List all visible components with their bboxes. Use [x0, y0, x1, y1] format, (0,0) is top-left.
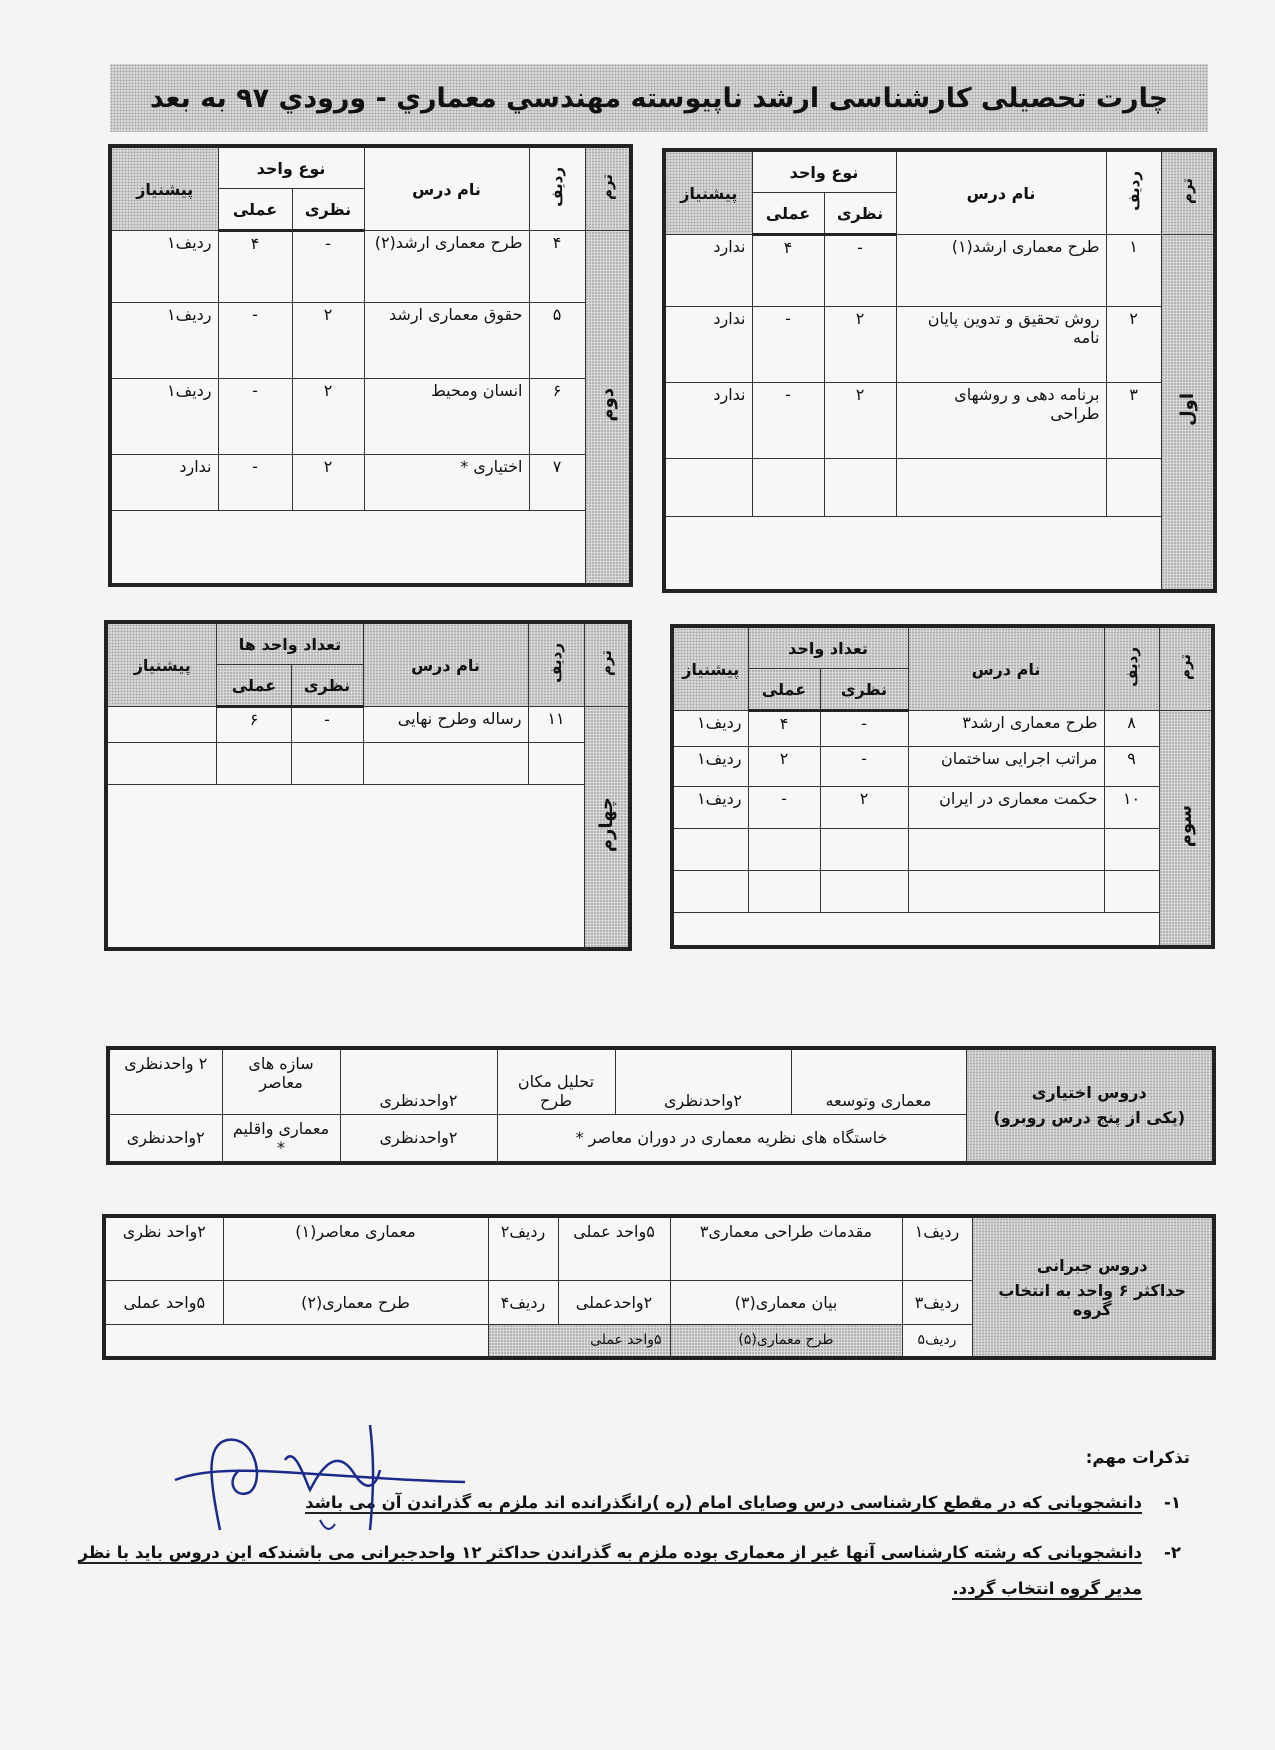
prereq: ردیف۱: [110, 379, 218, 455]
table-row: [672, 829, 1213, 871]
elective-units: ۲واحدنظری: [340, 1114, 497, 1163]
practical-header: عملی: [748, 669, 820, 711]
row-number: ۸: [1104, 711, 1159, 747]
row-number: ۹: [1104, 747, 1159, 787]
compensatory-course: معماری معاصر(۱): [223, 1216, 488, 1280]
course-name: رساله وطرح نهایی: [363, 707, 528, 743]
table-row: [110, 511, 631, 585]
table-row: [672, 711, 1213, 747]
theory-units: ۲: [824, 307, 896, 383]
course-name: حکمت معماری در ایران: [908, 787, 1104, 829]
row-header: ردیف: [1104, 626, 1159, 711]
course-name: حقوق معماری ارشد: [364, 303, 529, 379]
course-name: برنامه دهی و روشهای طراحی: [896, 383, 1106, 459]
table-row: [110, 455, 631, 511]
elective-name: تحلیل مکان طرح: [497, 1048, 615, 1114]
row-number: ۱۰: [1104, 787, 1159, 829]
practical-units: -: [752, 383, 824, 459]
elective-name: خاستگاه های نظریه معماری در دوران معاصر *: [497, 1114, 966, 1163]
course-name-header: نام درس: [364, 146, 529, 231]
semester-4-table: [104, 620, 632, 951]
practical-units: ۶: [217, 707, 291, 743]
table-row: [672, 787, 1213, 829]
practical-header: عملی: [752, 193, 824, 235]
prereq: ردیف۱: [672, 711, 748, 747]
term-header: ترم: [584, 622, 630, 707]
table-row: [106, 743, 630, 785]
course-name-header: نام درس: [363, 622, 528, 707]
table-row: [664, 517, 1215, 591]
compensatory-units: ۵واحد عملی: [558, 1216, 670, 1280]
table-row: [672, 871, 1213, 913]
theory-header: نظری: [291, 665, 363, 707]
prereq: ندارد: [664, 383, 752, 459]
elective-name: معماری وتوسعه: [791, 1048, 966, 1114]
prereq-header: پیشنیاز: [106, 622, 217, 707]
theory-units: ۲: [824, 383, 896, 459]
term-label: اول: [1161, 235, 1215, 591]
table-row: [106, 785, 630, 949]
row-header: ردیف: [528, 622, 584, 707]
compensatory-row-ref: ردیف۵: [902, 1324, 972, 1358]
row-number: ۳: [1106, 383, 1161, 459]
table-row: [664, 235, 1215, 307]
prereq-header: پیشنیاز: [672, 626, 748, 711]
theory-header: نظری: [820, 669, 908, 711]
elective-units: ۲واحدنظری: [340, 1048, 497, 1114]
course-name: مراتب اجرایی ساختمان: [908, 747, 1104, 787]
table-row: [672, 913, 1213, 947]
practical-units: -: [218, 303, 292, 379]
theory-units: ۲: [292, 455, 364, 511]
term-label: دوم: [585, 231, 631, 585]
course-name: روش تحقیق و تدوین پایان نامه: [896, 307, 1106, 383]
table-row: [664, 459, 1215, 517]
note-text: دانشجویانی که رشته کارشناسی آنها غیر از معماری بوده ملزم به گذراندن حداکثر ۱۲ واحدجبرانی می باشندکه این دروس باید با نظر مدیر گروه انتخاب گردد.: [78, 1543, 1142, 1598]
term-label: سوم: [1159, 711, 1213, 947]
compensatory-course: مقدمات طراحی معماری۳: [670, 1216, 902, 1280]
practical-units: -: [748, 787, 820, 829]
note-number: ۲-: [1164, 1543, 1181, 1562]
unit-count-header: تعداد واحد: [748, 626, 908, 669]
row-number: ۲: [1106, 307, 1161, 383]
row-number: ۷: [529, 455, 585, 511]
unit-count-header: تعداد واحد ها: [217, 622, 363, 665]
unit-type-header: نوع واحد: [752, 150, 896, 193]
title-banner: [110, 64, 1208, 132]
theory-units: -: [820, 747, 908, 787]
course-name: طرح معماری ارشد(۲): [364, 231, 529, 303]
row-number: ۱۱: [528, 707, 584, 743]
prereq: ردیف۱: [110, 303, 218, 379]
course-name-header: نام درس: [896, 150, 1106, 235]
term-header: ترم: [1159, 626, 1213, 711]
practical-units: -: [752, 307, 824, 383]
table-row: [110, 303, 631, 379]
row-header: ردیف: [1106, 150, 1161, 235]
compensatory-table: [102, 1214, 1216, 1360]
theory-units: -: [292, 231, 364, 303]
prereq-header: پیشنیاز: [110, 146, 218, 231]
practical-units: -: [218, 455, 292, 511]
prereq: [106, 707, 217, 743]
theory-units: ۲: [820, 787, 908, 829]
row-header: ردیف: [529, 146, 585, 231]
row-number: ۴: [529, 231, 585, 303]
table-row: [110, 231, 631, 303]
compensatory-units: ۵واحد عملی: [488, 1324, 670, 1358]
row-number: ۱: [1106, 235, 1161, 307]
theory-units: ۲: [292, 379, 364, 455]
compensatory-row-1: [104, 1216, 1214, 1280]
prereq: ندارد: [664, 307, 752, 383]
course-name-header: نام درس: [908, 626, 1104, 711]
table-row: [664, 307, 1215, 383]
elective-units: ۲ واحدنظری: [108, 1048, 222, 1114]
elective-units: ۲واحدنظری: [108, 1114, 222, 1163]
semester-2-table: [108, 144, 633, 587]
compensatory-subtitle: حداکثر ۶ واحد به انتخاب گروه: [998, 1280, 1187, 1319]
table-row: [664, 383, 1215, 459]
compensatory-title: دروس جبرانی: [1036, 1255, 1148, 1275]
term-header: ترم: [585, 146, 631, 231]
compensatory-course: طرح معماری(۲): [223, 1280, 488, 1324]
compensatory-units: ۲واحدعملی: [558, 1280, 670, 1324]
compensatory-row-ref: ردیف۱: [902, 1216, 972, 1280]
theory-units: ۲: [292, 303, 364, 379]
practical-units: ۴: [752, 235, 824, 307]
prereq-header: پیشنیاز: [664, 150, 752, 235]
prereq: ردیف۱: [110, 231, 218, 303]
course-name: انسان ومحیط: [364, 379, 529, 455]
table-row: [672, 747, 1213, 787]
electives-subtitle: (یکی از پنج درس روبرو): [993, 1108, 1186, 1128]
table-row: [106, 707, 630, 743]
unit-type-header: نوع واحد: [218, 146, 364, 189]
course-name: اختیاری *: [364, 455, 529, 511]
practical-header: عملی: [218, 189, 292, 231]
compensatory-course: طرح معماری(۵): [670, 1324, 902, 1358]
semester-1-table: [662, 148, 1217, 593]
theory-units: -: [820, 711, 908, 747]
practical-header: عملی: [217, 665, 291, 707]
row-number: ۵: [529, 303, 585, 379]
elective-name: سازه های معاصر: [222, 1048, 340, 1114]
practical-units: -: [218, 379, 292, 455]
table-row: [110, 379, 631, 455]
notes-title: تذکرات مهم:: [1085, 1448, 1190, 1467]
compensatory-header: [972, 1216, 1214, 1358]
theory-header: نظری: [824, 193, 896, 235]
prereq: ندارد: [664, 235, 752, 307]
practical-units: ۲: [748, 747, 820, 787]
term-header: ترم: [1161, 150, 1215, 235]
page-title: چارت تحصیلی کارشناسی ارشد ناپیوسته مهندسي معماري - ورودي ۹۷ به بعد: [149, 82, 1169, 114]
electives-row-1: [108, 1048, 1214, 1114]
compensatory-row-ref: ردیف۴: [488, 1280, 558, 1324]
theory-units: -: [824, 235, 896, 307]
elective-name: معماری واقلیم *: [222, 1114, 340, 1163]
prereq: ردیف۱: [672, 787, 748, 829]
course-name: طرح معماری ارشد(۱): [896, 235, 1106, 307]
compensatory-row-ref: ردیف۳: [902, 1280, 972, 1324]
compensatory-course: بیان معماری(۳): [670, 1280, 902, 1324]
note-text: دانشجویانی که در مقطع کارشناسی درس وصایای امام (ره )رانگذرانده اند ملزم به گذراندن آن می باشد: [305, 1493, 1142, 1512]
theory-units: -: [291, 707, 363, 743]
elective-units: ۲واحدنظری: [615, 1048, 791, 1114]
note-number: ۱-: [1164, 1493, 1181, 1512]
prereq: ردیف۱: [672, 747, 748, 787]
practical-units: ۴: [218, 231, 292, 303]
course-name: طرح معماری ارشد۳: [908, 711, 1104, 747]
electives-title: دروس اختیاری: [1031, 1083, 1147, 1103]
handwritten-signature: [165, 1420, 465, 1550]
electives-table: [106, 1046, 1216, 1165]
compensatory-units: ۵واحد عملی: [104, 1280, 223, 1324]
row-number: ۶: [529, 379, 585, 455]
practical-units: ۴: [748, 711, 820, 747]
compensatory-units: ۲واحد نظری: [104, 1216, 223, 1280]
theory-header: نظری: [292, 189, 364, 231]
prereq: ندارد: [110, 455, 218, 511]
electives-header: [966, 1048, 1214, 1163]
semester-3-table: [670, 624, 1215, 949]
compensatory-row-ref: ردیف۲: [488, 1216, 558, 1280]
term-label: چهارم: [584, 707, 630, 949]
